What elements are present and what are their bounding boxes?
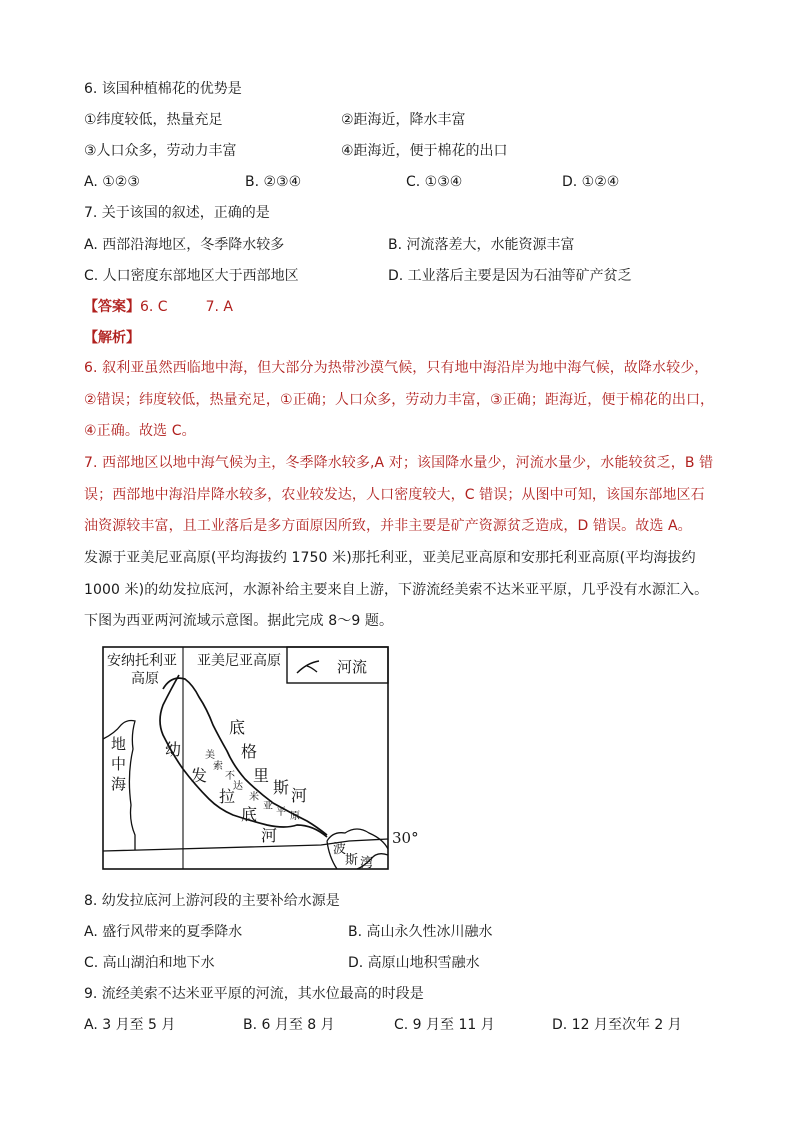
- river-legend-icon: [297, 661, 319, 673]
- armenia-label: 亚美尼亚高原: [197, 653, 281, 669]
- tigris-char-3: 里: [253, 766, 270, 785]
- meso-char-6: 亚: [263, 801, 273, 812]
- intro-paragraph: 发源于亚美尼亚高原(平均海拔约 1750 米)那托利亚，亚美尼亚高原和安那托利亚高原(平均海拔约 1000 米)的幼发拉底河，水源补给主要来自上游，下游流经美索不达米亚平原，几乎没有水源汇入。下图为西亚两河流域示意图。据此完成 8～9 题。: [84, 550, 709, 629]
- q6-item-2: ②距海近，降水丰富: [341, 112, 466, 128]
- meso-char-1: 美: [205, 750, 215, 761]
- q6-option-b: B. ②③④: [245, 174, 302, 190]
- euphrates-char-3: 拉: [219, 787, 236, 806]
- q8-option-b: B. 高山永久性冰川融水: [348, 924, 493, 940]
- q7-option-b: B. 河流落差大，水能资源丰富: [388, 237, 575, 253]
- q7-option-c: C. 人口密度东部地区大于西部地区: [84, 268, 299, 284]
- meso-char-8: 原: [290, 811, 300, 822]
- q8-option-c: C. 高山湖泊和地下水: [84, 955, 215, 971]
- q9-stem: 9. 流经美索不达米亚平原的河流，其水位最高的时段是: [84, 986, 424, 1002]
- q6-item-4: ④距海近，便于棉花的出口: [341, 143, 508, 159]
- q6-option-c: C. ①③④: [406, 174, 463, 190]
- q8-option-a: A. 盛行风带来的夏季降水: [84, 924, 243, 940]
- tigris-char-2: 格: [241, 742, 258, 761]
- q9-option-c: C. 9 月至 11 月: [394, 1017, 495, 1033]
- latitude-label: 30°: [392, 829, 419, 847]
- q7-stem: 7. 关于该国的叙述，正确的是: [84, 205, 270, 221]
- tigris-char-1: 底: [229, 718, 246, 737]
- euphrates-char-4: 底: [241, 805, 258, 824]
- mediterranean-char-2: 中: [111, 755, 127, 773]
- answer-line: [84, 297, 233, 317]
- analysis-label: 【解析】: [84, 330, 140, 346]
- mediterranean-char-3: 海: [111, 775, 127, 793]
- q6-option-d: D. ①②④: [562, 174, 620, 190]
- gulf-char-1: 波: [333, 842, 347, 857]
- mediterranean-char-1: 地: [111, 735, 127, 753]
- answer-6: 6. C: [140, 299, 168, 315]
- tigris-char-4: 斯: [273, 778, 290, 797]
- answer-label: 【答案】: [84, 299, 140, 315]
- q6-item-3: ③人口众多，劳动力丰富: [84, 143, 237, 159]
- q8-stem: 8. 幼发拉底河上游河段的主要补给水源是: [84, 893, 340, 909]
- q7-option-d: D. 工业落后主要是因为石油等矿产贫乏: [388, 268, 632, 284]
- meso-char-2: 索: [213, 761, 223, 772]
- euphrates-char-2: 发: [191, 766, 208, 785]
- q6-stem: 6. 该国种植棉花的优势是: [84, 81, 242, 97]
- meso-char-7: 平: [276, 807, 286, 818]
- gulf-char-3: 湾: [360, 856, 374, 871]
- two-rivers-map: [101, 645, 393, 873]
- legend-label: 河流: [337, 658, 368, 676]
- analysis-6: 6. 叙利亚虽然西临地中海，但大部分为热带沙漠气候，只有地中海沿岸为地中海气候，故降水较少，②错误；纬度较低，热量充足，①正确；人口众多，劳动力丰富，③正确；距海近，便于棉花的出口，④正确。故选 C。: [84, 360, 715, 439]
- q7-option-a: A. 西部沿海地区，冬季降水较多: [84, 237, 285, 253]
- answer-7: 7. A: [205, 299, 233, 315]
- gulf-char-2: 斯: [345, 853, 359, 868]
- anatolia-label-2: 高原: [131, 671, 159, 687]
- euphrates-char-5: 河: [261, 826, 278, 845]
- q9-option-a: A. 3 月至 5 月: [84, 1017, 176, 1033]
- euphrates-char-1: 幼: [165, 740, 182, 759]
- tigris-char-5: 河: [291, 786, 308, 805]
- q6-item-1: ①纬度较低，热量充足: [84, 112, 223, 128]
- meso-char-3: 不: [225, 771, 235, 782]
- q9-option-d: D. 12 月至次年 2 月: [552, 1017, 682, 1033]
- q6-option-a: A. ①②③: [84, 174, 140, 190]
- q9-option-b: B. 6 月至 8 月: [243, 1017, 335, 1033]
- meso-char-5: 米: [249, 792, 259, 803]
- meso-char-4: 达: [233, 781, 243, 792]
- anatolia-label-1: 安纳托利亚: [107, 653, 177, 669]
- q8-option-d: D. 高原山地积雪融水: [348, 955, 480, 971]
- analysis-7: 7. 西部地区以地中海气候为主，冬季降水较多,A 对；该国降水量少，河流水量少，水能较贫乏，B 错误；西部地中海沿岸降水较多，农业较发达，人口密度较大，C 错误；从图中可知，该国东部地区石油资源较丰富，且工业落后是多方面原因所致，并非主要是矿产资源贫乏造成，D 错误。故选 A。: [84, 455, 714, 534]
